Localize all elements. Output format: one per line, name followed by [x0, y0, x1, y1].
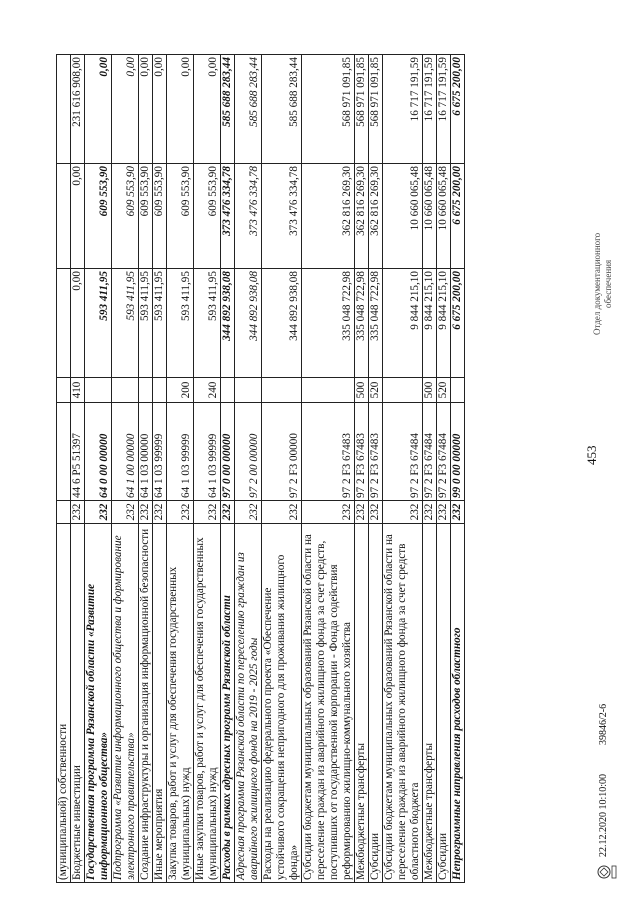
row-amount-2021 — [57, 269, 71, 378]
row-name: Иные мероприятия — [153, 524, 167, 883]
row-amount-2022: 609 553,90 — [153, 164, 167, 269]
row-target-code: 97 0 00 00000 — [221, 403, 235, 501]
row-expense-type — [153, 378, 167, 403]
row-expense-type — [139, 378, 153, 403]
row-target-code: 64 1 03 00000 — [139, 403, 153, 501]
row-amount-2023: 585 688 283,44 — [221, 55, 235, 164]
row-ministry-code: 232 — [139, 501, 153, 524]
row-ministry-code: 232 — [423, 501, 437, 524]
row-amount-2022: 10 660 065,48 — [423, 164, 437, 269]
row-target-code: 97 2 F3 67484 — [437, 403, 451, 501]
table-row — [383, 55, 423, 883]
row-name: Закупка товаров, работ и услуг для обеспечения государственных (муниципальных) нужд — [167, 524, 194, 883]
row-amount-2023: 0,00 — [194, 55, 221, 164]
row-amount-2023: 231 616 908,00 — [71, 55, 85, 164]
row-ministry-code: 232 — [355, 501, 369, 524]
table-row — [139, 55, 153, 883]
table-row — [112, 55, 139, 883]
row-ministry-code: 232 — [194, 501, 221, 524]
row-ministry-code: 232 — [383, 501, 423, 524]
row-amount-2022: 373 476 334,78 — [262, 164, 302, 269]
footer-department — [592, 233, 614, 335]
row-expense-type — [451, 378, 465, 403]
row-amount-2022: 6 675 200,00 — [451, 164, 465, 269]
row-ministry-code: 232 — [153, 501, 167, 524]
row-amount-2023: 0,00 — [139, 55, 153, 164]
table-row — [71, 55, 85, 883]
row-name: Межбюджетные трансферты — [355, 524, 369, 883]
row-expense-type — [262, 378, 302, 403]
row-amount-2022: 609 553,90 — [85, 164, 112, 269]
table-row — [57, 55, 71, 883]
row-amount-2023: 0,00 — [167, 55, 194, 164]
row-name: Субсидии бюджетам муниципальных образований Рязанской области на переселение граждан из аварийного жилищного фонда за счет средств, поступивших от государственной корпорации - Фонда содействия реформированию жилищно-коммунального хозяйства — [302, 524, 355, 883]
row-expense-type — [302, 378, 355, 403]
row-amount-2022: 609 553,90 — [194, 164, 221, 269]
row-amount-2021: 593 411,95 — [153, 269, 167, 378]
footer-doc-id: 39846/2-6 — [598, 703, 609, 745]
row-amount-2023: 16 717 191,59 — [383, 55, 423, 164]
row-amount-2023: 0,00 — [153, 55, 167, 164]
row-expense-type: 500 — [423, 378, 437, 403]
footer-datetime: 22.12.2020 10:10:00 — [598, 773, 609, 857]
row-expense-type: 240 — [194, 378, 221, 403]
row-expense-type: 200 — [167, 378, 194, 403]
row-name: Непрограммные направления расходов областного — [451, 524, 465, 883]
table-row — [153, 55, 167, 883]
row-amount-2022: 609 553,90 — [167, 164, 194, 269]
row-expense-type — [112, 378, 139, 403]
row-target-code: 97 2 F3 67484 — [423, 403, 437, 501]
document-stamp-icon — [596, 863, 618, 881]
row-name: (муниципальной) собственности — [57, 524, 71, 883]
table-row — [302, 55, 355, 883]
row-amount-2021: 593 411,95 — [194, 269, 221, 378]
row-name: Государственная программа Рязанской области «Развитие информационного общества» — [85, 524, 112, 883]
row-ministry-code: 232 — [112, 501, 139, 524]
row-amount-2022: 373 476 334,78 — [235, 164, 262, 269]
row-amount-2022: 362 816 269,30 — [302, 164, 355, 269]
row-ministry-code: 232 — [235, 501, 262, 524]
row-expense-type — [85, 378, 112, 403]
row-amount-2023: 568 971 091,85 — [302, 55, 355, 164]
row-name: Создание инфраструктуры и организация информационной безопасности — [139, 524, 153, 883]
row-ministry-code: 232 — [437, 501, 451, 524]
row-target-code: 97 2 F3 67483 — [369, 403, 383, 501]
row-amount-2021: 593 411,95 — [85, 269, 112, 378]
table-row — [194, 55, 221, 883]
row-target-code: 64 1 03 99999 — [167, 403, 194, 501]
row-name: Подпрограмма «Развитие информационного общества и формирование электронного правительства» — [112, 524, 139, 883]
row-amount-2023: 0,00 — [112, 55, 139, 164]
row-amount-2022: 362 816 269,30 — [369, 164, 383, 269]
table-row — [451, 55, 465, 883]
row-target-code: 97 2 F3 67484 — [383, 403, 423, 501]
row-amount-2021: 9 844 215,10 — [383, 269, 423, 378]
row-name: Субсидии — [369, 524, 383, 883]
row-target-code: 44 6 P5 51397 — [71, 403, 85, 501]
row-target-code: 64 1 00 00000 — [112, 403, 139, 501]
row-amount-2023 — [57, 55, 71, 164]
row-amount-2022: 373 476 334,78 — [221, 164, 235, 269]
row-name: Субсидии бюджетам муниципальных образований Рязанской области на переселение граждан из аварийного жилищного фонда за счет средств областного бюджета — [383, 524, 423, 883]
row-ministry-code: 232 — [369, 501, 383, 524]
row-ministry-code: 232 — [85, 501, 112, 524]
row-target-code: 64 1 03 99999 — [194, 403, 221, 501]
row-expense-type: 520 — [437, 378, 451, 403]
row-expense-type: 410 — [71, 378, 85, 403]
row-ministry-code: 232 — [167, 501, 194, 524]
row-amount-2021: 344 892 938,08 — [235, 269, 262, 378]
row-amount-2021: 335 048 722,98 — [355, 269, 369, 378]
row-amount-2023: 0,00 — [85, 55, 112, 164]
row-name: Субсидии — [437, 524, 451, 883]
row-amount-2021: 0,00 — [71, 269, 85, 378]
row-name: Иные закупки товаров, работ и услуг для обеспечения государственных (муниципальных) нужд — [194, 524, 221, 883]
row-name: Расходы в рамках адресных программ Рязанской области — [221, 524, 235, 883]
row-name: Бюджетные инвестиции — [71, 524, 85, 883]
row-target-code: 64 0 00 00000 — [85, 403, 112, 501]
table-row — [85, 55, 112, 883]
row-target-code: 97 2 F3 67483 — [302, 403, 355, 501]
table-row — [235, 55, 262, 883]
row-ministry-code: 232 — [262, 501, 302, 524]
row-target-code: 97 2 F3 00000 — [262, 403, 302, 501]
table-row — [369, 55, 383, 883]
table-row — [221, 55, 235, 883]
row-amount-2022: 10 660 065,48 — [383, 164, 423, 269]
row-ministry-code — [57, 501, 71, 524]
page-number: 453 — [584, 445, 599, 465]
row-target-code: 99 0 00 00000 — [451, 403, 465, 501]
row-target-code: 64 1 03 99999 — [153, 403, 167, 501]
row-amount-2021: 593 411,95 — [112, 269, 139, 378]
row-expense-type — [57, 378, 71, 403]
row-amount-2022: 609 553,90 — [112, 164, 139, 269]
row-amount-2021: 344 892 938,08 — [221, 269, 235, 378]
row-amount-2021: 593 411,95 — [139, 269, 153, 378]
table-row — [437, 55, 451, 883]
row-amount-2023: 6 675 200,00 — [451, 55, 465, 164]
row-amount-2023: 568 971 091,85 — [355, 55, 369, 164]
row-amount-2023: 568 971 091,85 — [369, 55, 383, 164]
row-amount-2022: 609 553,90 — [139, 164, 153, 269]
table-row — [262, 55, 302, 883]
row-amount-2021: 335 048 722,98 — [369, 269, 383, 378]
table-row — [423, 55, 437, 883]
row-amount-2021: 344 892 938,08 — [262, 269, 302, 378]
row-name: Адресная программа Рязанской области по переселению граждан из аварийного жилищного фонда на 2019 - 2025 годы — [235, 524, 262, 883]
row-target-code: 97 2 F3 67483 — [355, 403, 369, 501]
row-amount-2023: 16 717 191,59 — [423, 55, 437, 164]
budget-table — [56, 54, 465, 883]
row-ministry-code: 232 — [302, 501, 355, 524]
table-body — [57, 55, 465, 883]
row-target-code: 97 2 00 00000 — [235, 403, 262, 501]
row-amount-2023: 585 688 283,44 — [262, 55, 302, 164]
row-amount-2021: 9 844 215,10 — [423, 269, 437, 378]
row-expense-type — [235, 378, 262, 403]
row-amount-2023: 585 688 283,44 — [235, 55, 262, 164]
row-amount-2021: 6 675 200,00 — [451, 269, 465, 378]
row-ministry-code: 232 — [451, 501, 465, 524]
row-ministry-code: 232 — [221, 501, 235, 524]
row-name: Межбюджетные трансферты — [423, 524, 437, 883]
row-amount-2021: 335 048 722,98 — [302, 269, 355, 378]
row-expense-type — [383, 378, 423, 403]
row-ministry-code: 232 — [71, 501, 85, 524]
row-amount-2023: 16 717 191,59 — [437, 55, 451, 164]
table-row — [355, 55, 369, 883]
dept-line-2: обеспечения — [603, 259, 613, 308]
row-target-code — [57, 403, 71, 501]
row-amount-2022: 10 660 065,48 — [437, 164, 451, 269]
row-expense-type — [221, 378, 235, 403]
dept-line-1: Отдел документационного — [592, 232, 602, 335]
row-expense-type: 520 — [369, 378, 383, 403]
row-amount-2021: 593 411,95 — [167, 269, 194, 378]
row-amount-2022: 362 816 269,30 — [355, 164, 369, 269]
table-row — [167, 55, 194, 883]
row-expense-type: 500 — [355, 378, 369, 403]
row-amount-2022: 0,00 — [71, 164, 85, 269]
row-amount-2022 — [57, 164, 71, 269]
row-amount-2021: 9 844 215,10 — [437, 269, 451, 378]
row-name: Расходы на реализацию федерального проекта «Обеспечение устойчивого сокращения непригодного для проживания жилищного фонда» — [262, 524, 302, 883]
